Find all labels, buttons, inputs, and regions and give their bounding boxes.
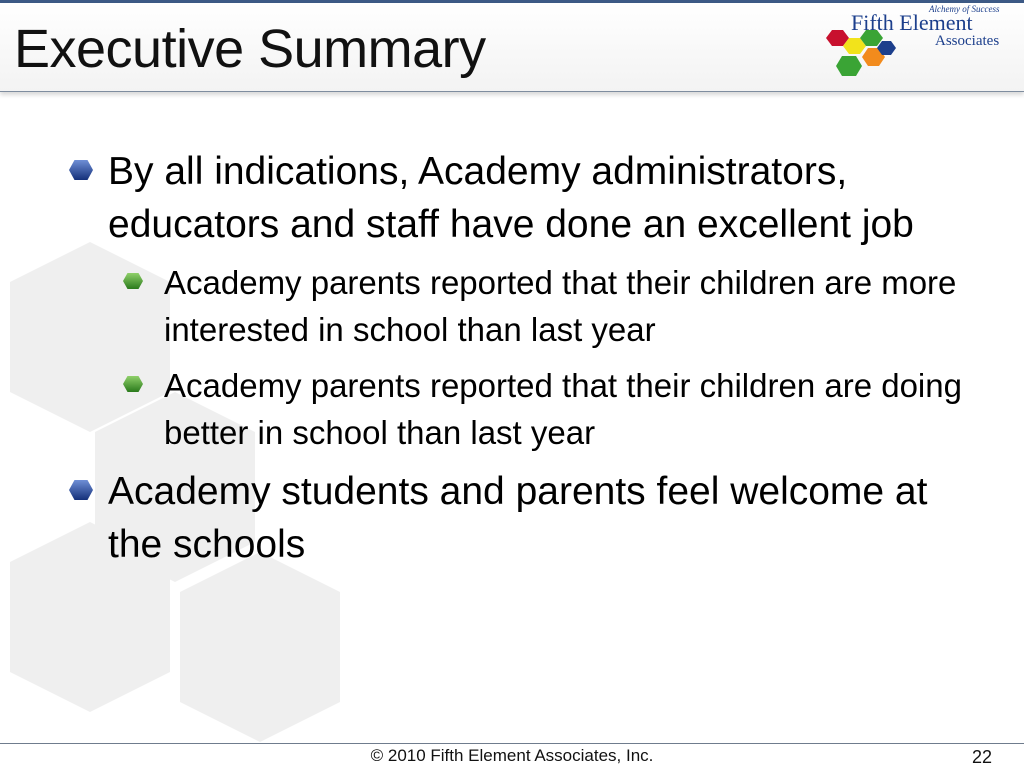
page-number: 22: [971, 747, 992, 767]
logo-name: Fifth Element: [851, 10, 973, 35]
sub-bullet-text: Academy parents reported that their children are more interested in school than last year: [164, 264, 957, 348]
bullet-item: [66, 465, 966, 571]
sub-bullet-text: Academy parents reported that their children are doing better in school than last year: [164, 367, 962, 451]
sub-bullet-item: [108, 362, 966, 456]
green-hexagon-icon: [122, 272, 144, 290]
blue-hexagon-icon: [68, 479, 94, 501]
green-hexagon-icon: [122, 375, 144, 393]
sub-bullet-list: [66, 259, 966, 456]
footer-copyright: © 2010 Fifth Element Associates, Inc.: [370, 746, 654, 765]
slide-title: Executive Summary: [14, 19, 486, 79]
logo-subtitle: Associates: [935, 33, 1000, 49]
bullet-text: Academy students and parents feel welcome at the schools: [108, 470, 928, 566]
sub-bullet-item: [108, 259, 966, 353]
bullet-text: By all indications, Academy administrators, educators and staff have done an excellent job: [108, 150, 914, 246]
blue-hexagon-icon: [68, 159, 94, 181]
bullet-list: [66, 145, 966, 575]
logo-tagline: Alchemy of Success: [929, 4, 1000, 14]
bullet-item: [66, 145, 966, 251]
